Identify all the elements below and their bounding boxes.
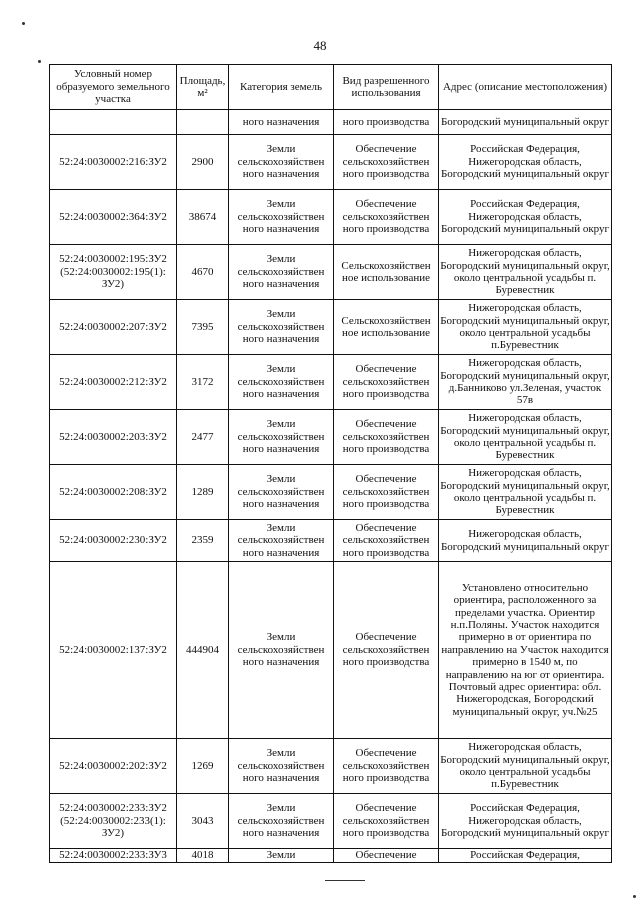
table-row	[50, 794, 612, 849]
cell-area: 1289	[177, 465, 229, 520]
cell-address: Установлено относительно ориентира, расположенного за пределами участка. Ориентир н.п.Поляны. Участок находится примерно в от ориентира по направлению на Участок находится примерно в 1540 м, по направлению на юг от ориентира. Почтовый адрес ориентира: обл. Нижегородская, Богородский муниципальный округ, уч.№25	[439, 562, 612, 739]
table-row	[50, 300, 612, 355]
cell-area: 2359	[177, 520, 229, 562]
cell-address: Нижегородская область, Богородский муниципальный округ, около центральной усадьбы п. Буревестник	[439, 245, 612, 300]
cell-number: 52:24:0030002:212:ЗУ2	[50, 355, 177, 410]
cell-category: Земли сельскохозяйствен ного назначения	[229, 190, 334, 245]
cell-category: Земли сельскохозяйствен ного назначения	[229, 562, 334, 739]
cell-use: Сельскохозяйствен ное использование	[334, 300, 439, 355]
cell-use: Обеспечение сельскохозяйствен ного производства	[334, 465, 439, 520]
header-area: Площадь, м²	[177, 65, 229, 110]
cell-area: 4018	[177, 849, 229, 863]
cell-area: 3172	[177, 355, 229, 410]
cell-area: 444904	[177, 562, 229, 739]
cell-use: Обеспечение сельскохозяйствен ного производства	[334, 135, 439, 190]
cell-address: Нижегородская область, Богородский муниципальный округ, д.Банниково ул.Зеленая, участок 57в	[439, 355, 612, 410]
cell-number: 52:24:0030002:216:ЗУ2	[50, 135, 177, 190]
cell-use: ного производства	[334, 110, 439, 135]
cell-category: Земли сельскохозяйствен ного назначения	[229, 520, 334, 562]
cell-number: 52:24:0030002:230:ЗУ2	[50, 520, 177, 562]
cell-address: Богородский муниципальный округ	[439, 110, 612, 135]
cell-number: 52:24:0030002:203:ЗУ2	[50, 410, 177, 465]
cell-use: Сельскохозяйствен ное использование	[334, 245, 439, 300]
cell-address: Российская Федерация, Нижегородская область, Богородский муниципальный округ	[439, 794, 612, 849]
table-row	[50, 245, 612, 300]
cell-address: Российская Федерация, Нижегородская область, Богородский муниципальный округ	[439, 190, 612, 245]
cell-area: 1269	[177, 739, 229, 794]
cell-number: 52:24:0030002:207:ЗУ2	[50, 300, 177, 355]
cell-area: 4670	[177, 245, 229, 300]
cell-number: 52:24:0030002:208:ЗУ2	[50, 465, 177, 520]
cell-number: 52:24:0030002:195:ЗУ2 (52:24:0030002:195(1): ЗУ2)	[50, 245, 177, 300]
cell-category: Земли сельскохозяйствен ного назначения	[229, 300, 334, 355]
cell-use: Обеспечение сельскохозяйствен ного производства	[334, 739, 439, 794]
cell-category: Земли сельскохозяйствен ного назначения	[229, 245, 334, 300]
scan-speck	[22, 22, 25, 25]
cell-address: Нижегородская область, Богородский муниципальный округ, около центральной усадьбы п.Буревестник	[439, 739, 612, 794]
header-number: Условный номер образуемого земельного участка	[50, 65, 177, 110]
cell-area: 3043	[177, 794, 229, 849]
cell-address: Нижегородская область, Богородский муниципальный округ, около центральной усадьбы п. Буревестник	[439, 465, 612, 520]
table-row	[50, 562, 612, 739]
cell-area: 38674	[177, 190, 229, 245]
cell-use: Обеспечение сельскохозяйствен ного производства	[334, 520, 439, 562]
cell-category: Земли сельскохозяйствен ного назначения	[229, 135, 334, 190]
cell-category: Земли	[229, 849, 334, 863]
cell-area: 2477	[177, 410, 229, 465]
cell-category: Земли сельскохозяйствен ного назначения	[229, 410, 334, 465]
table-row	[50, 110, 612, 135]
cell-number: 52:24:0030002:202:ЗУ2	[50, 739, 177, 794]
table-row	[50, 849, 612, 863]
cell-area	[177, 110, 229, 135]
cell-address: Российская Федерация, Нижегородская область, Богородский муниципальный округ	[439, 135, 612, 190]
table-row	[50, 135, 612, 190]
header-use: Вид разрешенного использования	[334, 65, 439, 110]
cell-category: Земли сельскохозяйствен ного назначения	[229, 794, 334, 849]
scan-speck	[38, 60, 41, 63]
header-category: Категория земель	[229, 65, 334, 110]
table-header-row	[50, 65, 612, 110]
cell-number: 52:24:0030002:137:ЗУ2	[50, 562, 177, 739]
table-row	[50, 739, 612, 794]
land-plots-table	[49, 64, 612, 863]
cell-address: Нижегородская область, Богородский муниципальный округ	[439, 520, 612, 562]
cell-category: ного назначения	[229, 110, 334, 135]
cell-use: Обеспечение сельскохозяйствен ного производства	[334, 355, 439, 410]
cell-number: 52:24:0030002:233:ЗУ3	[50, 849, 177, 863]
cell-use: Обеспечение	[334, 849, 439, 863]
cell-address: Нижегородская область, Богородский муниципальный округ, около центральной усадьбы п.Буревестник	[439, 300, 612, 355]
cell-use: Обеспечение сельскохозяйствен ного производства	[334, 410, 439, 465]
table-row	[50, 520, 612, 562]
table-row	[50, 410, 612, 465]
cell-number	[50, 110, 177, 135]
page-number: 48	[313, 38, 327, 53]
cell-number: 52:24:0030002:233:ЗУ2 (52:24:0030002:233(1): ЗУ2)	[50, 794, 177, 849]
scan-line	[325, 880, 365, 881]
scan-speck	[633, 895, 636, 898]
cell-use: Обеспечение сельскохозяйствен ного производства	[334, 562, 439, 739]
cell-area: 7395	[177, 300, 229, 355]
header-address: Адрес (описание местоположения)	[439, 65, 612, 110]
cell-category: Земли сельскохозяйствен ного назначения	[229, 355, 334, 410]
table-row	[50, 190, 612, 245]
cell-address: Нижегородская область, Богородский муниципальный округ, около центральной усадьбы п. Буревестник	[439, 410, 612, 465]
cell-address: Российская Федерация,	[439, 849, 612, 863]
cell-number: 52:24:0030002:364:ЗУ2	[50, 190, 177, 245]
cell-use: Обеспечение сельскохозяйствен ного производства	[334, 794, 439, 849]
table-row	[50, 355, 612, 410]
table-row	[50, 465, 612, 520]
cell-category: Земли сельскохозяйствен ного назначения	[229, 465, 334, 520]
cell-category: Земли сельскохозяйствен ного назначения	[229, 739, 334, 794]
cell-area: 2900	[177, 135, 229, 190]
cell-use: Обеспечение сельскохозяйствен ного производства	[334, 190, 439, 245]
